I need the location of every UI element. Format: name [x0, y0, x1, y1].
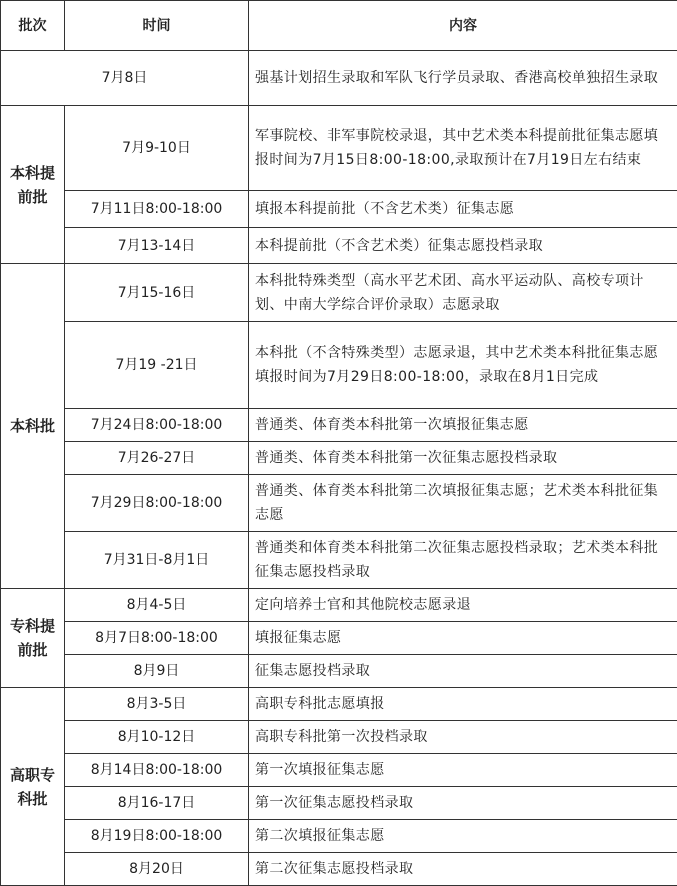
table-row [1, 409, 677, 442]
content-cell: 军事院校、非军事院校录退，其中艺术类本科提前批征集志愿填报时间为7月15日8:00-18:00,录取预计在7月19日左右结束 [249, 106, 677, 191]
table-row [1, 721, 677, 754]
table-row [1, 191, 677, 228]
content-cell: 普通类和体育类本科批第二次征集志愿投档录取；艺术类本科批征集志愿投档录取 [249, 532, 677, 589]
table-row [1, 442, 677, 475]
table-row [1, 688, 677, 721]
time-cell: 8月10-12日 [65, 721, 249, 754]
table-row [1, 754, 677, 787]
content-cell: 普通类、体育类本科批第二次填报征集志愿；艺术类本科批征集志愿 [249, 475, 677, 532]
time-cell: 7月9-10日 [65, 106, 249, 191]
content-cell: 定向培养士官和其他院校志愿录退 [249, 589, 677, 622]
time-cell: 8月16-17日 [65, 787, 249, 820]
table-row [1, 622, 677, 655]
table-row [1, 106, 677, 191]
content-cell: 普通类、体育类本科批第一次征集志愿投档录取 [249, 442, 677, 475]
time-cell: 8月20日 [65, 853, 249, 886]
batch-cell: 高职专科批 [1, 688, 65, 886]
content-cell: 第二次征集志愿投档录取 [249, 853, 677, 886]
table-row [1, 532, 677, 589]
content-cell: 填报本科提前批（不含艺术类）征集志愿 [249, 191, 677, 228]
time-cell: 8月19日8:00-18:00 [65, 820, 249, 853]
time-cell: 7月13-14日 [65, 228, 249, 264]
time-cell: 8月4-5日 [65, 589, 249, 622]
table-row [1, 655, 677, 688]
time-cell: 8月7日8:00-18:00 [65, 622, 249, 655]
header-row [1, 1, 677, 51]
content-cell: 本科提前批（不含艺术类）征集志愿投档录取 [249, 228, 677, 264]
header-batch: 批次 [1, 1, 65, 51]
table-row [1, 589, 677, 622]
time-cell: 7月31日-8月1日 [65, 532, 249, 589]
header-content: 内容 [249, 1, 677, 51]
table-row [1, 264, 677, 322]
content-cell: 填报征集志愿 [249, 622, 677, 655]
table-row [1, 228, 677, 264]
content-cell: 征集志愿投档录取 [249, 655, 677, 688]
content-cell: 本科批特殊类型（高水平艺术团、高水平运动队、高校专项计划、中南大学综合评价录取）志愿录取 [249, 264, 677, 322]
content-cell: 普通类、体育类本科批第一次填报征集志愿 [249, 409, 677, 442]
time-cell: 7月8日 [1, 51, 249, 106]
table-row [1, 820, 677, 853]
time-cell: 7月15-16日 [65, 264, 249, 322]
content-cell: 高职专科批第一次投档录取 [249, 721, 677, 754]
content-cell: 第一次征集志愿投档录取 [249, 787, 677, 820]
table-row [1, 787, 677, 820]
time-cell: 7月11日8:00-18:00 [65, 191, 249, 228]
table-row [1, 853, 677, 886]
content-cell: 高职专科批志愿填报 [249, 688, 677, 721]
content-cell: 本科批（不含特殊类型）志愿录退，其中艺术类本科批征集志愿填报时间为7月29日8:00-18:00，录取在8月1日完成 [249, 322, 677, 409]
batch-cell: 本科提前批 [1, 106, 65, 264]
time-cell: 8月3-5日 [65, 688, 249, 721]
time-cell: 8月14日8:00-18:00 [65, 754, 249, 787]
time-cell: 8月9日 [65, 655, 249, 688]
content-cell: 强基计划招生录取和军队飞行学员录取、香港高校单独招生录取 [249, 51, 677, 106]
content-cell: 第一次填报征集志愿 [249, 754, 677, 787]
time-cell: 7月26-27日 [65, 442, 249, 475]
time-cell: 7月24日8:00-18:00 [65, 409, 249, 442]
table-row [1, 51, 677, 106]
time-cell: 7月19 -21日 [65, 322, 249, 409]
batch-cell: 本科批 [1, 264, 65, 589]
batch-cell: 专科提前批 [1, 589, 65, 688]
time-cell: 7月29日8:00-18:00 [65, 475, 249, 532]
table-row [1, 475, 677, 532]
content-cell: 第二次填报征集志愿 [249, 820, 677, 853]
table-row [1, 322, 677, 409]
header-time: 时间 [65, 1, 249, 51]
